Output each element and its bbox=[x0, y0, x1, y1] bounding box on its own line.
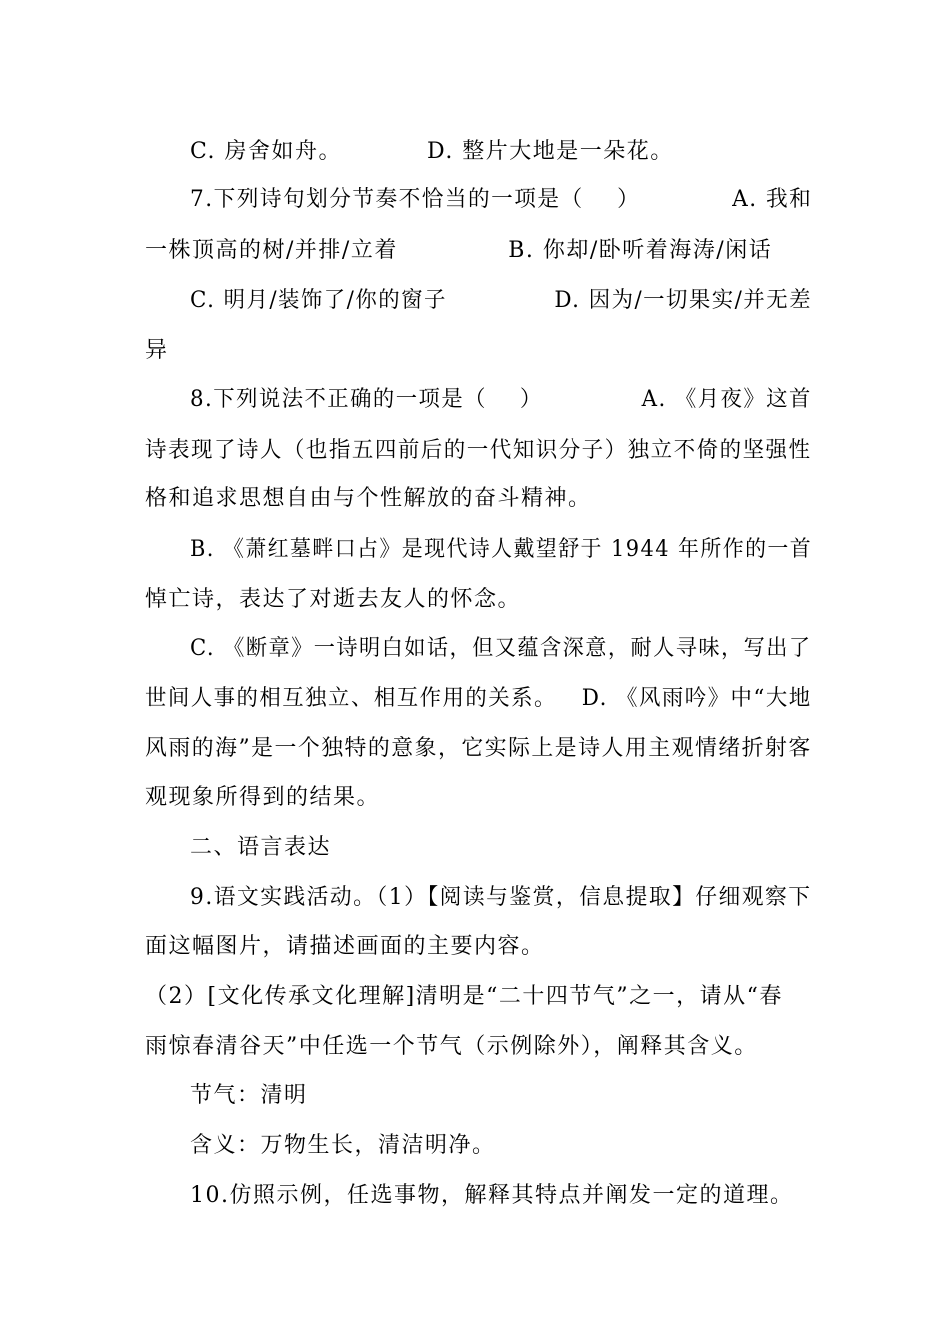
question-7-options-cd: C. 明月/装饰了/你的窗子 D. 因为/一切果实/并无差 bbox=[190, 288, 812, 313]
question-8-option-a-line-3: 格和追求思想自由与个性解放的奋斗精神。 bbox=[145, 486, 592, 511]
example-term: 节气：清明 bbox=[190, 1083, 308, 1108]
question-8-option-c: C. 《断章》一诗明白如话，但又蕴含深意，耐人寻味，写出了 bbox=[190, 636, 812, 661]
question-9-part-2: （2）[文化传承文化理解]清明是“二十四节气”之一，请从“春 bbox=[145, 984, 783, 1009]
example-meaning: 含义：万物生长，清洁明净。 bbox=[190, 1133, 496, 1158]
question-8-option-a-line-2: 诗表现了诗人（也指五四前后的一代知识分子）独立不倚的坚强性 bbox=[145, 438, 812, 463]
question-8-option-b-cont: 悼亡诗，表达了对逝去友人的怀念。 bbox=[145, 587, 522, 612]
question-10-stem: 10.仿照示例，任选事物，解释其特点并阐发一定的道理。 bbox=[190, 1183, 794, 1208]
question-9-part-2-cont: 雨惊春清谷天”中任选一个节气（示例除外），阐释其含义。 bbox=[145, 1034, 758, 1059]
question-8-stem: 8.下列说法不正确的一项是（ ） A. 《月夜》这首 bbox=[190, 387, 812, 412]
question-7-stem: 7.下列诗句划分节奏不恰当的一项是（ ） A. 我和 bbox=[190, 187, 813, 212]
question-7-options-ab: 一株顶高的树/并排/立着 B. 你却/卧听着海涛/闲话 bbox=[145, 238, 773, 263]
question-8-option-d-cont: 风雨的海”是一个独特的意象，它实际上是诗人用主观情绪折射客 bbox=[145, 736, 812, 761]
question-9-stem-cont: 面这幅图片，请描述画面的主要内容。 bbox=[145, 934, 545, 959]
question-7-options-cont: 异 bbox=[145, 338, 169, 363]
question-8-option-c-cont: 世间人事的相互独立、相互作用的关系。 D. 《风雨吟》中“大地 bbox=[145, 686, 812, 711]
option-line-q6-cd: C. 房舍如舟。 D. 整片大地是一朵花。 bbox=[190, 139, 674, 164]
section-heading: 二、语言表达 bbox=[190, 835, 332, 860]
question-8-option-d-end: 观现象所得到的结果。 bbox=[145, 785, 381, 810]
question-8-option-b: B. 《萧红墓畔口占》是现代诗人戴望舒于 1944 年所作的一首 bbox=[190, 537, 813, 562]
question-9-stem: 9.语文实践活动。（1）【阅读与鉴赏，信息提取】仔细观察下 bbox=[190, 885, 812, 910]
